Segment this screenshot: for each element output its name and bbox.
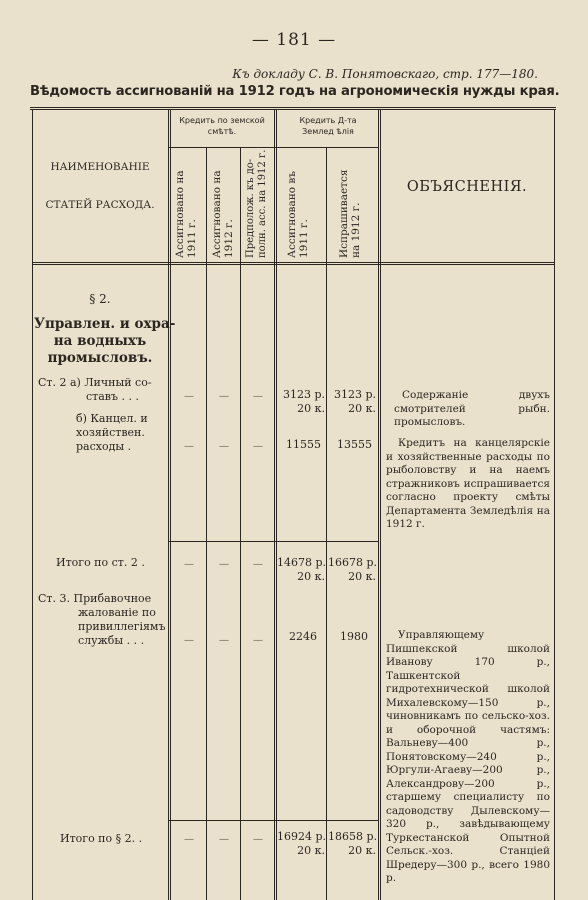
value-total-st2-1911: 14678 р. 20 к. [277, 556, 327, 583]
column-header-assigned-1912: Ассигновано на 1912 г. [211, 170, 235, 258]
empty-cell: — [219, 559, 229, 570]
section-title: Управлен. и охра- на водныхъ промысловъ. [34, 316, 176, 366]
subtotal-rule [168, 820, 378, 821]
empty-cell: — [253, 834, 263, 845]
row-label-st2b: б) Канцел. и хозяйствен. расходы . [76, 412, 148, 453]
column-header-requested-1912: Испрашивается на 1912 г. [338, 169, 362, 258]
top-rule [30, 107, 556, 110]
value-st2b-1911: 11555 [286, 438, 321, 451]
empty-cell: — [253, 559, 263, 570]
explanation-st2b: Кредитъ на канцелярскіе и хозяйственные расходы по рыболовству и на наемъ стражниковъ испрашивается согласно проекту смѣты Департамента Земледѣлія на 1912 г. [386, 437, 550, 530]
value-st2a-1912: 3123 р. 20 к. [333, 388, 376, 415]
empty-cell: — [219, 391, 229, 402]
empty-cell: — [219, 635, 229, 646]
group-header-department: Кредить Д-та Землед ѣлія [299, 116, 357, 136]
report-reference: Къ докладу С. В. Понятовскаго, стр. 177—180. [232, 67, 538, 81]
section-number: § 2. [89, 292, 111, 306]
empty-cell: — [219, 441, 229, 452]
empty-cell: — [184, 635, 194, 646]
value-st2a-1911: 3123 р. 20 к. [282, 388, 325, 415]
column-divider [240, 148, 241, 900]
page-number: — 181 — [251, 30, 337, 50]
group-header-rule [168, 147, 378, 148]
value-st2b-1912: 13555 [337, 438, 372, 451]
empty-cell: — [184, 391, 194, 402]
row-label-st2a: Ст. 2 а) Личный со- ставъ . . . [38, 376, 152, 403]
column-header-assigned-1911-dept: Ассигновано въ 1911 г. [286, 171, 310, 258]
empty-cell: — [253, 391, 263, 402]
column-header-assigned-1911: Ассигновано на 1911 г. [174, 170, 198, 258]
empty-cell: — [184, 834, 194, 845]
header-bottom-rule [32, 262, 554, 265]
column-header-explanations: ОБЪЯСНЕНІЯ. [406, 179, 528, 195]
row-label-st3: Ст. 3. Прибавочное жалованіе по привиллегіямъ службы . . . [38, 592, 166, 647]
explanation-st2a: Содержаніе двухъ смотрителей рыбн. промысловъ. [394, 389, 550, 428]
page-title: Вѣдомость ассигнованій на 1912 годъ на агрономическія нужды края. [30, 84, 560, 99]
column-divider [168, 110, 171, 900]
empty-cell: — [253, 635, 263, 646]
empty-cell: — [184, 559, 194, 570]
value-st3-1912: 1980 [340, 630, 368, 643]
group-header-zemsky: Кредить по земской смѣтѣ. [179, 116, 265, 136]
empty-cell: — [184, 441, 194, 452]
column-header-name: СТАТЕЙ РАСХОДА. [45, 199, 155, 211]
value-total-par2-1912: 18658 р. 20 к. [328, 830, 378, 857]
column-divider [206, 148, 207, 900]
empty-cell: — [253, 441, 263, 452]
column-divider [326, 148, 327, 900]
column-divider [378, 110, 381, 900]
column-header-name: НАИМЕНОВАНІЕ [50, 161, 150, 173]
column-header-supplementary-1912: Предполож. къ до- полн. асс. на 1912 г. [245, 149, 268, 258]
explanation-st3: Управляющему Пишпекской школой Иванову 170 р., Ташкентской гидротехнической школой Михалевскому—150 р., чиновникамъ по сельско-хоз. и оборочной частямъ: Вальневу—400 р., Понятовскому—240 р., Юргули-Агаеву—200 р., Александрову—200 р., старшему специалисту по садоводству Дылевскому—320 р., завѣдывающему Туркестанской Опытной Сельск.-хоз. Станціей Шредеру—300 р., всего 1980 р. [386, 629, 550, 884]
value-total-st2-1912: 16678 р. 20 к. [328, 556, 378, 583]
empty-cell: — [219, 834, 229, 845]
value-total-par2-1911: 16924 р. 20 к. [277, 830, 327, 857]
column-divider [274, 110, 277, 900]
row-label-total-par2: Итого по § 2. . [60, 832, 143, 845]
table-border-right [554, 110, 555, 900]
value-st3-1911: 2246 [289, 630, 317, 643]
table-border-left [32, 110, 33, 900]
subtotal-rule [168, 541, 378, 542]
row-label-total-st2: Итого по ст. 2 . [56, 556, 145, 569]
